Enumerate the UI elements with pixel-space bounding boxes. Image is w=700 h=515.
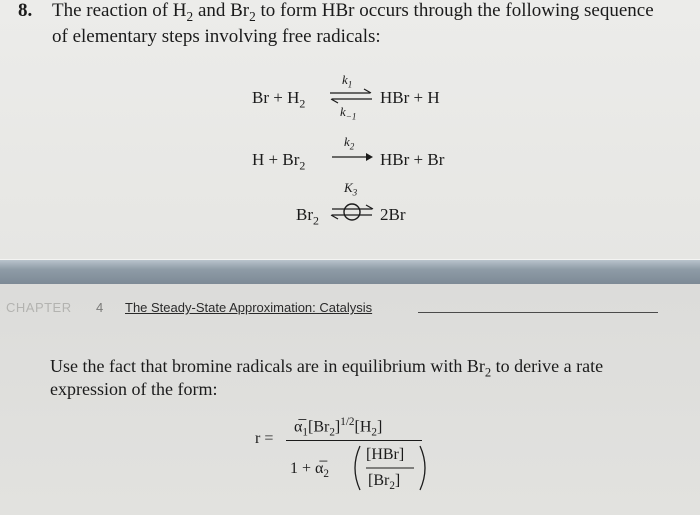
question-number: 8.	[18, 0, 33, 21]
reaction-2-reactants: $H + Br_2$	[252, 150, 306, 173]
fraction-bar	[286, 440, 422, 441]
chapter-rule	[418, 312, 658, 313]
chapter-label: CHAPTER	[6, 300, 72, 315]
equilibrium-arrow-icon	[328, 88, 374, 104]
rate-constant-k1: $k_1$	[342, 72, 353, 90]
rate-denominator-prefix: $1 + \alpha̅_2$	[290, 460, 329, 481]
chapter-number: 4	[96, 300, 104, 315]
rate-constant-k-minus-1: $k_{-1}$	[340, 104, 357, 122]
reaction-2-products: HBr + Br	[380, 150, 445, 169]
inner-denominator: $[Br_2]$	[368, 472, 401, 493]
equilibrium-circle-arrow-icon	[330, 201, 374, 223]
question-text-line-1: The reaction of $H_2$ and $Br_2$ to form HBr occurs through the following sequence	[52, 0, 654, 24]
reaction-3-products: 2Br	[380, 205, 406, 224]
rate-lhs: r =	[255, 430, 274, 447]
inner-numerator: [HBr]	[366, 446, 405, 463]
rate-constant-k2: $k_2$	[344, 134, 355, 152]
reaction-1-products: HBr + H	[380, 88, 440, 107]
instruction-line-2: expression of the form:	[50, 379, 218, 399]
reaction-1-reactants: $Br + H_2$	[252, 88, 306, 111]
reaction-3-reactants: $Br_2$	[296, 205, 319, 228]
rate-numerator: $\alpha̅_1[Br_2]^{1/2}[H_2]$	[294, 416, 383, 439]
chapter-title: The Steady-State Approximation: Catalysis	[125, 300, 373, 315]
instruction-line-1: Use the fact that bromine radicals are in equilibrium with $Br_2$ to derive a rate	[50, 356, 604, 380]
question-text-line-2: of elementary steps involving free radicals:	[52, 26, 381, 47]
forward-arrow-icon	[330, 152, 374, 162]
equilibrium-constant-k3: $K_3$	[344, 180, 358, 198]
book-binding	[0, 260, 700, 284]
